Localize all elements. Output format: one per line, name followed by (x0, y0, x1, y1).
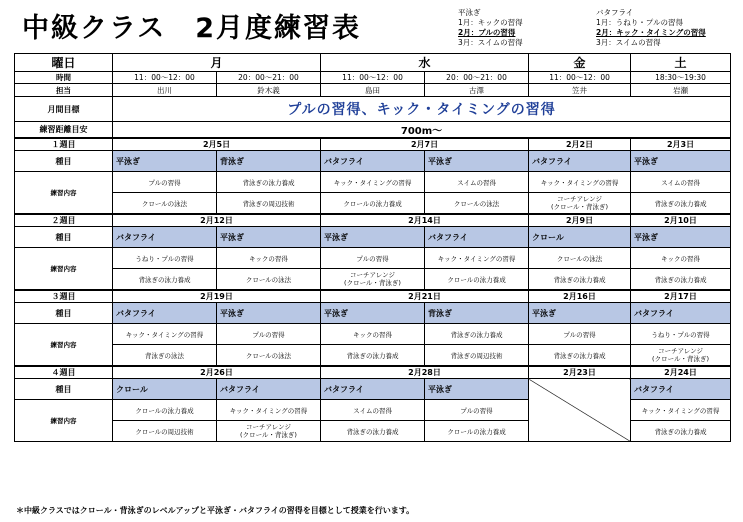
stroke-row (15, 151, 731, 172)
coach-cell: 出川 (113, 84, 217, 97)
content-cell (529, 193, 631, 215)
content-cell: クロールの泳法 (217, 345, 321, 367)
content-cell: 背泳ぎの泳力養成 (425, 324, 529, 345)
legend-breaststroke (458, 8, 523, 48)
legend-item: 1月：うねり・プルの習得 (596, 18, 683, 27)
date-monday: 2月19日 (113, 290, 321, 303)
stroke-cell: バタフライ (321, 151, 425, 172)
date-wednesday: 2月14日 (321, 214, 529, 227)
day-monday: 月 (113, 54, 321, 72)
date-wednesday: 2月21日 (321, 290, 529, 303)
date-friday: 2月23日 (529, 366, 631, 379)
stroke-cell: 平泳ぎ (631, 151, 731, 172)
content-main: コーチアレンジ (557, 195, 602, 203)
time-cell: 18:30～19:30 (631, 72, 731, 84)
time-cell: 11：00～12：00 (321, 72, 425, 84)
content-cell: クロールの泳力養成 (425, 269, 529, 291)
content-cell: 背泳ぎの泳力養成 (529, 269, 631, 291)
content-cell: キック・タイミングの習得 (631, 400, 731, 421)
day-wednesday: 水 (321, 54, 529, 72)
stroke-cell: バタフライ (113, 227, 217, 248)
date-saturday: 2月24日 (631, 366, 731, 379)
stroke-cell: 平泳ぎ (529, 303, 631, 324)
stroke-cell: バタフライ (631, 379, 731, 400)
week-label: ２週目 (15, 214, 113, 227)
time-cell: 20：00～21：00 (217, 72, 321, 84)
content-cell: クロールの泳法 (217, 269, 321, 291)
content-row-2 (15, 193, 731, 215)
content-sub: (クロール・背泳ぎ) (240, 431, 297, 439)
content-main: コーチアレンジ (658, 347, 703, 355)
content-cell: 背泳ぎの周辺技術 (217, 193, 321, 215)
content-cell: クロールの泳力養成 (321, 193, 425, 215)
page-title: 中級クラス 2月度練習表 (22, 13, 361, 44)
time-cell: 20：00～21：00 (425, 72, 529, 84)
stroke-cell: 平泳ぎ (217, 227, 321, 248)
coach-row (15, 84, 731, 97)
content-cell: クロールの泳法 (113, 193, 217, 215)
coach-cell: 笠井 (529, 84, 631, 97)
content-cell: クロールの泳力養成 (113, 400, 217, 421)
content-cell (321, 269, 425, 291)
coach-cell: 鈴木義 (217, 84, 321, 97)
content-cell: プルの習得 (529, 324, 631, 345)
stroke-cell: バタフライ (217, 379, 321, 400)
content-cell: 背泳ぎの泳力養成 (321, 345, 425, 367)
stroke-cell: 平泳ぎ (321, 303, 425, 324)
date-monday: 2月26日 (113, 366, 321, 379)
monthly-goal: プルの習得、キック・タイミングの習得 (113, 97, 731, 122)
stroke-cell: 背泳ぎ (217, 151, 321, 172)
coach-label: 担当 (15, 84, 113, 97)
content-main: コーチアレンジ (246, 423, 291, 431)
content-row-1 (15, 172, 731, 193)
content-cell: 背泳ぎの泳力養成 (631, 421, 731, 442)
stroke-cell: バタフライ (321, 379, 425, 400)
coach-cell: 岩瀬 (631, 84, 731, 97)
stroke-cell: バタフライ (113, 303, 217, 324)
content-cell: キックの習得 (217, 248, 321, 269)
content-cell: キックの習得 (321, 324, 425, 345)
content-row-2 (15, 269, 731, 291)
content-cell: 背泳ぎの泳力養成 (631, 193, 731, 215)
goal-row (15, 97, 731, 122)
day-friday: 金 (529, 54, 631, 72)
date-saturday: 2月10日 (631, 214, 731, 227)
content-cell: プルの習得 (425, 400, 529, 421)
legend-heading: 平泳ぎ (458, 8, 481, 17)
content-cell: キック・タイミングの習得 (321, 172, 425, 193)
content-cell: 背泳ぎの泳法 (113, 345, 217, 367)
stroke-cell: 平泳ぎ (631, 227, 731, 248)
stroke-cell: バタフライ (631, 303, 731, 324)
time-cell: 11：00～12：00 (529, 72, 631, 84)
content-label: 練習内容 (15, 172, 113, 215)
date-friday: 2月2日 (529, 138, 631, 151)
footer-note: ＊中級クラスではクロール・背泳ぎのレベルアップと平泳ぎ・バタフライの習得を目標として授業を行います。 (16, 506, 415, 515)
content-cell: キック・タイミングの習得 (217, 400, 321, 421)
date-monday: 2月12日 (113, 214, 321, 227)
day-label: 曜日 (15, 54, 113, 72)
content-cell: プルの習得 (113, 172, 217, 193)
content-cell: 背泳ぎの泳力養成 (113, 269, 217, 291)
content-cell: 背泳ぎの周辺技術 (425, 345, 529, 367)
content-cell: 背泳ぎの泳力養成 (321, 421, 425, 442)
content-cell: クロールの周辺技術 (113, 421, 217, 442)
week-header-row (15, 214, 731, 227)
content-cell: 背泳ぎの泳力養成 (529, 345, 631, 367)
time-cell: 11：00～12：00 (113, 72, 217, 84)
date-wednesday: 2月7日 (321, 138, 529, 151)
date-friday: 2月16日 (529, 290, 631, 303)
stroke-label: 種目 (15, 303, 113, 324)
stroke-cell: クロール (529, 227, 631, 248)
legend-item: 1月：キックの習得 (458, 18, 523, 27)
content-cell: クロールの泳法 (425, 193, 529, 215)
goal-label: 月間目標 (15, 97, 113, 122)
legend-item-current: 2月：キック・タイミングの習得 (596, 28, 706, 37)
date-wednesday: 2月28日 (321, 366, 529, 379)
stroke-cell: バタフライ (529, 151, 631, 172)
date-saturday: 2月3日 (631, 138, 731, 151)
stroke-cell: 平泳ぎ (321, 227, 425, 248)
stroke-cell: 平泳ぎ (425, 151, 529, 172)
content-sub: (クロール・背泳ぎ) (344, 279, 401, 287)
content-cell: 背泳ぎの泳力養成 (631, 269, 731, 291)
stroke-cell: クロール (113, 379, 217, 400)
legend-item: 3月：スイムの習得 (458, 38, 523, 47)
stroke-label: 種目 (15, 151, 113, 172)
content-cell: キック・タイミングの習得 (113, 324, 217, 345)
time-row (15, 72, 731, 84)
week-header-row (15, 290, 731, 303)
content-cell: うねり・プルの習得 (631, 324, 731, 345)
stroke-label: 種目 (15, 379, 113, 400)
content-cell: キックの習得 (631, 248, 731, 269)
content-label: 練習内容 (15, 324, 113, 367)
stroke-cell: 平泳ぎ (113, 151, 217, 172)
content-cell: うねり・プルの習得 (113, 248, 217, 269)
content-sub: (クロール・背泳ぎ) (652, 355, 709, 363)
stroke-row (15, 303, 731, 324)
content-cell (217, 421, 321, 442)
week-label: ４週目 (15, 366, 113, 379)
content-cell: クロールの泳力養成 (425, 421, 529, 442)
week-header-row (15, 138, 731, 151)
week-header-row (15, 366, 731, 379)
coach-cell: 島田 (321, 84, 425, 97)
stroke-cell: 平泳ぎ (425, 379, 529, 400)
content-cell: スイムの習得 (321, 400, 425, 421)
content-cell: キック・タイミングの習得 (529, 172, 631, 193)
content-cell: プルの習得 (321, 248, 425, 269)
legend-item-current: 2月：プルの習得 (458, 28, 516, 37)
stroke-cell: 背泳ぎ (425, 303, 529, 324)
distance-value: 700m～ (113, 122, 731, 139)
date-saturday: 2月17日 (631, 290, 731, 303)
content-cell: スイムの習得 (425, 172, 529, 193)
distance-row (15, 122, 731, 139)
content-row-1 (15, 248, 731, 269)
stroke-label: 種目 (15, 227, 113, 248)
legend-heading: バタフライ (596, 8, 634, 17)
content-label: 練習内容 (15, 400, 113, 442)
content-sub: (クロール・背泳ぎ) (551, 203, 608, 211)
time-label: 時間 (15, 72, 113, 84)
stroke-cell: バタフライ (425, 227, 529, 248)
practice-schedule-table (14, 53, 731, 442)
stroke-row (15, 227, 731, 248)
legend-item: 3月：スイムの習得 (596, 38, 661, 47)
coach-cell: 古澤 (425, 84, 529, 97)
legend-butterfly (596, 8, 706, 48)
week-label: １週目 (15, 138, 113, 151)
content-cell: 背泳ぎの泳力養成 (217, 172, 321, 193)
no-class-cell (529, 379, 631, 442)
content-cell: スイムの習得 (631, 172, 731, 193)
day-row (15, 54, 731, 72)
content-cell (631, 345, 731, 367)
content-main: コーチアレンジ (350, 271, 395, 279)
date-monday: 2月5日 (113, 138, 321, 151)
content-cell: クロールの泳法 (529, 248, 631, 269)
day-saturday: 土 (631, 54, 731, 72)
stroke-row (15, 379, 731, 400)
content-row-1 (15, 324, 731, 345)
content-label: 練習内容 (15, 248, 113, 291)
distance-label: 練習距離目安 (15, 122, 113, 139)
week-label: ３週目 (15, 290, 113, 303)
date-friday: 2月9日 (529, 214, 631, 227)
content-cell: プルの習得 (217, 324, 321, 345)
stroke-cell: 平泳ぎ (217, 303, 321, 324)
content-row-2 (15, 345, 731, 367)
content-cell: キック・タイミングの習得 (425, 248, 529, 269)
